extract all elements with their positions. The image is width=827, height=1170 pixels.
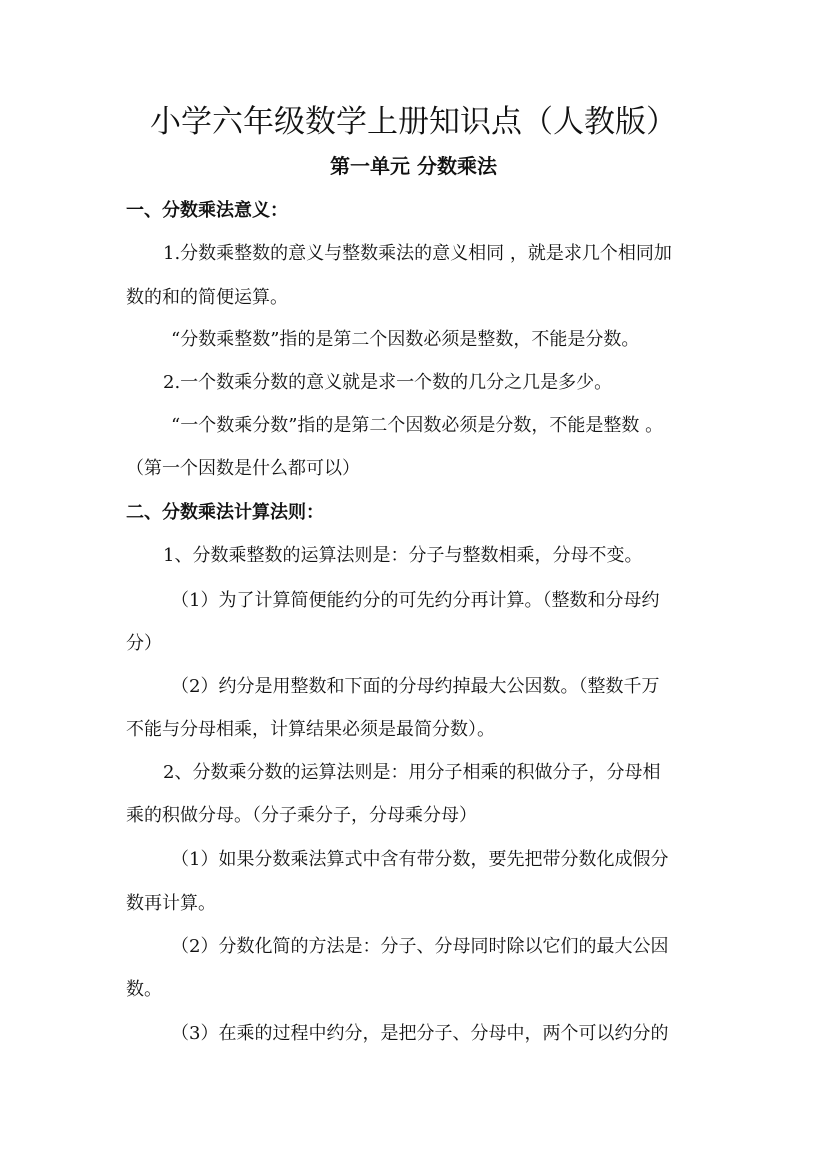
paragraph-line: 分） <box>126 633 162 654</box>
section-heading-2: 二、分数乘法计算法则： <box>126 502 324 523</box>
paragraph-line: 不能与分母相乘，计算结果必须是最简分数）。 <box>126 719 495 740</box>
paragraph-line: （2）分数化简的方法是：分子、分母同时除以它们的最大公因 <box>171 936 669 957</box>
paragraph-line: （1）如果分数乘法算式中含有带分数，要先把带分数化成假分 <box>171 849 669 870</box>
paragraph-line: 数的和的简便运算。 <box>126 287 288 308</box>
paragraph-line: 2.一个数乘分数的意义就是求一个数的几分之几是多少。 <box>163 372 613 393</box>
section-heading-1: 一、分数乘法意义： <box>126 200 288 221</box>
paragraph-line: “一个数乘分数”指的是第二个因数必须是分数，不能是整数 。 <box>171 415 664 436</box>
paragraph-line: （第一个因数是什么都可以） <box>126 458 360 479</box>
paragraph-line: 1.分数乘整数的意义与整数乘法的意义相同 ，就是求几个相同加 <box>163 243 672 264</box>
paragraph-line: 1、分数乘整数的运算法则是：分子与整数相乘，分母不变。 <box>163 545 643 566</box>
paragraph-line: （2）约分是用整数和下面的分母约掉最大公因数。（整数千万 <box>171 676 660 697</box>
paragraph-line: 2、分数乘分数的运算法则是：用分子相乘的积做分子，分母相 <box>163 762 661 783</box>
document-title: 小学六年级数学上册知识点（人教版） <box>150 104 677 140</box>
paragraph-line: 数。 <box>126 979 162 1000</box>
paragraph-line: 乘的积做分母。（分子乘分子，分母乘分母） <box>126 805 477 826</box>
unit-subtitle: 第一单元 分数乘法 <box>330 154 497 178</box>
paragraph-line: “分数乘整数”指的是第二个因数必须是整数，不能是分数。 <box>171 329 640 350</box>
paragraph-line: 数再计算。 <box>126 893 216 914</box>
paragraph-line: （3）在乘的过程中约分，是把分子、分母中，两个可以约分的 <box>171 1023 669 1044</box>
paragraph-line: （1）为了计算简便能约分的可先约分再计算。（整数和分母约 <box>171 590 660 611</box>
